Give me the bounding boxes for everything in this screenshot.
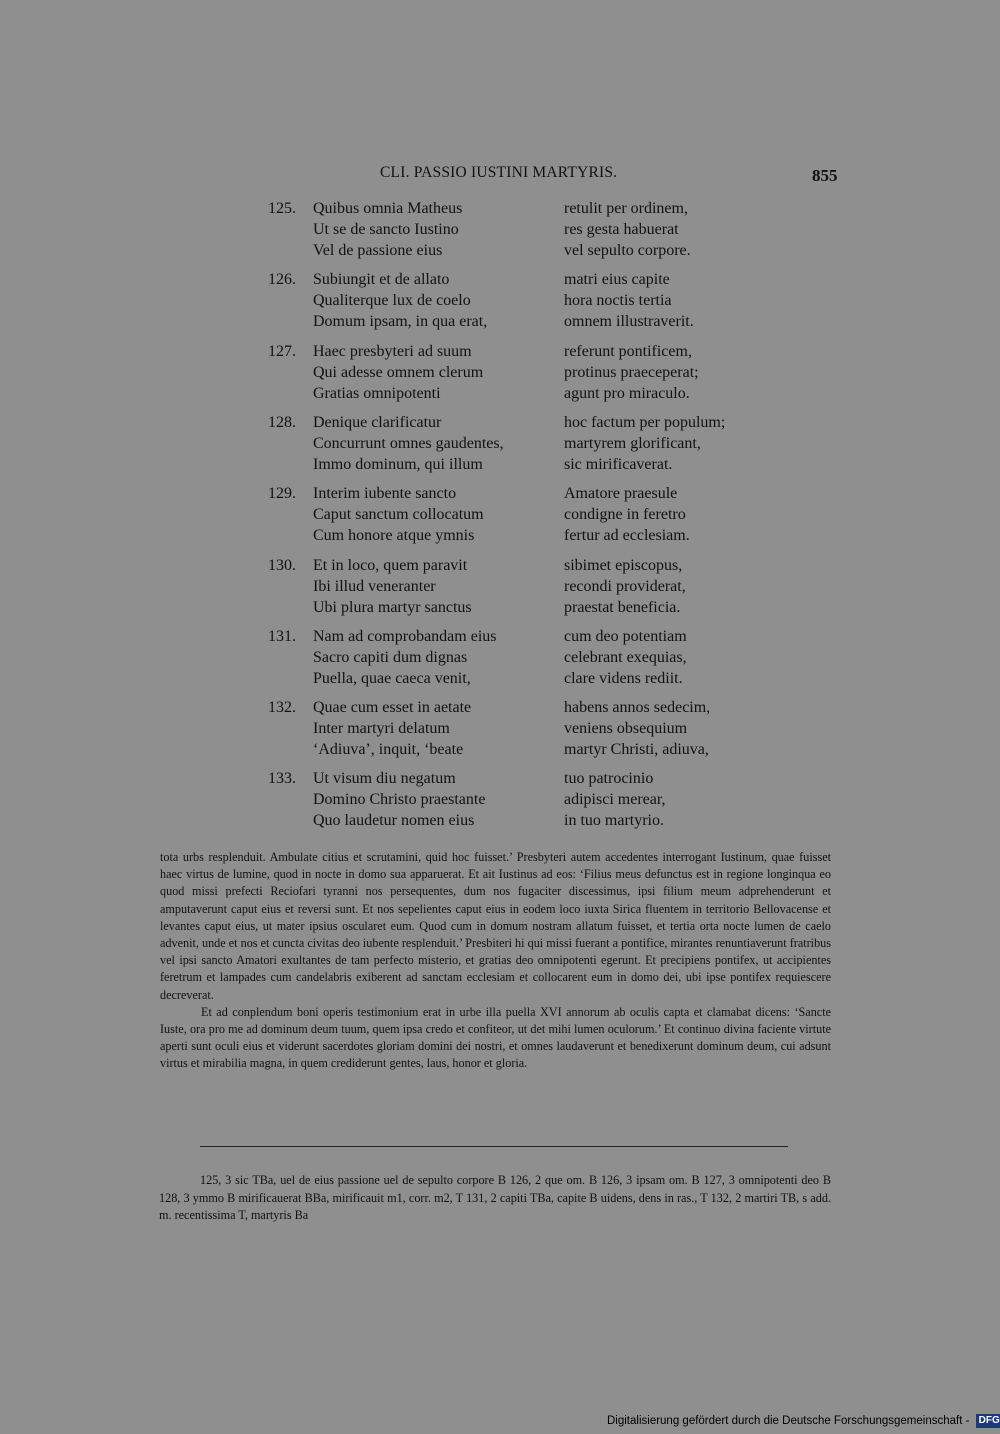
verse-line-right: matri eius capite [564,271,670,289]
verse-number: 126. [268,271,296,289]
verse-line-left: Interim iubente sancto [313,485,457,503]
verse-line-left: Cum honore atque ymnis [313,527,475,545]
digitization-footer [607,1414,1000,1428]
verse-line-left: Vel de passione eius [313,242,443,259]
verse-line-right: protinus praeceperat; [564,363,699,381]
chapter-title: CLI. PASSIO IUSTINI MARTYRIS. [380,164,618,181]
verse-line-left: Denique clarificatur [313,413,442,431]
verse-line-right: hoc factum per populum; [564,413,726,431]
verse-line-right: retulit per ordinem, [564,200,688,217]
verse-number: 129. [268,485,296,503]
verse-line-right: celebrant exequias, [564,648,687,666]
verse-line-left: ‘Adiuva’, inquit, ‘beate [313,741,464,759]
verse-line-right: martyrem glorificant, [564,434,701,452]
verse-line-right: condigne in feretro [564,506,686,524]
verse-line-left: Subiungit et de allato [313,271,450,289]
verse-line-left: Immo dominum, qui illum [313,455,483,473]
verse-line-right: omnem illustraverit. [564,313,694,331]
verse-line-right: cum deo potentiam [564,627,687,645]
page-number: 855 [812,166,838,185]
verse-line-right: in tuo martyrio. [564,812,664,830]
verse-stanza [0,770,1000,836]
verse-line-left: Quibus omnia Matheus [313,200,463,217]
footer-text: Digitalisierung gefördert durch die Deutsche Forschungsgemeinschaft - [607,1415,970,1428]
verse-line-right: res gesta habuerat [564,221,679,238]
verse-number: 133. [268,770,296,788]
verse-line-right: praestat beneficia. [564,598,681,616]
verse-line-left: Nam ad comprobandam eius [313,627,497,645]
verse-stanza [0,699,1000,765]
verse-number: 131. [268,627,296,645]
verse-line-left: Ubi plura martyr sanctus [313,598,472,616]
verse-line-right: tuo patrocinio [564,770,654,788]
verse-stanza [0,271,1000,337]
prose-paragraph: Et ad conplendum boni operis testimonium erat in urbe illa puella XVI annorum ab oculis capta et clamabat dicens: ‘Sancte Iuste, ora pro me ad dominum deum tuum, quem ipsa credo et confiteor, ut det mihi lumen oculorum.’ Et continuo divina faciente virtute aperti sunt oculi eius et viderunt sacerdotes gloriam domini dei nostri, et omnes laudaverunt et benedixerunt dominum deum, cui adsunt virtus et mirabilia magna, in quem crediderunt gentes, laus, honor et gloria. [160,1004,831,1071]
prose-paragraph: tota urbs resplenduit. Ambulate citius et scrutamini, quid hoc fuisset.’ Presbyteri autem accedentes interrogant Iustinum, quae fuisset haec virtus de lumine, quod in nocte in domo sua apparuerat. Et ait Iustinus ad eos: ‘Filius meus defunctus est in regione longinqua eo quod missi prefecti Reciofari tyranni nos persequentes, dum nos fugaciter discessimus, ipsi filium meum adprehenderunt et amputaverunt caput eius et reversi sunt. Et nos sepelientes caput eius in eodem loco iuxta Sirica fluentem in territorio Bellovacense et levantes caput eius, ut mater ipsius oscularet eum. Quod cum in domum nostram allatum fuisset, et tertia orta nocte lumen de caelo advenit, unde et nos et cuncta civitas deo iubente resplenduit.’ Presbiteri hi qui missi fuerant a pontifice, mirantes renuntiaverunt fratribus vel ipsi sancto Amatori exultantes de tam perfecto misterio, et gratias deo omnipotenti egerunt. Et precipiens pontifex, ut accipientes feretrum et lampades cum candelabris exiberent ad sanctam ecclesiam et collocarent eum in domo dei, ubi ipse pontifex requiescere decreverat. [160,850,831,1002]
verse-line-left: Ut se de sancto Iustino [313,221,459,238]
verse-line-left: Ut visum diu negatum [313,770,456,788]
verse-line-right: Amatore praesule [564,485,678,503]
verse-line-right: sic mirificaverat. [564,455,673,473]
verse-line-left: Domum ipsam, in qua erat, [313,313,488,331]
verse-line-left: Inter martyri delatum [313,720,450,738]
verse-line-right: adipisci merear, [564,791,666,809]
verse-stanza [0,628,1000,694]
prose-text [160,849,831,1073]
verse-line-right: veniens obsequium [564,720,688,738]
verse-line-right: recondi providerat, [564,577,686,595]
verse-line-left: Quo laudetur nomen eius [313,812,475,830]
verse-number: 130. [268,556,296,574]
verse-line-right: habens annos sedecim, [564,699,711,717]
verse-line-left: Qualiterque lux de coelo [313,292,471,310]
verse-line-left: Domino Christo praestante [313,791,486,809]
verse-line-left: Qui adesse omnem clerum [313,363,484,381]
verse-number: 125. [268,200,296,217]
verse-line-left: Caput sanctum collocatum [313,506,484,524]
verse-stanza [0,557,1000,623]
verse-line-right: referunt pontificem, [564,342,692,360]
verse-line-right: martyr Christi, adiuva, [564,741,709,759]
verse-line-right: hora noctis tertia [564,292,672,310]
verse-line-left: Concurrunt omnes gaudentes, [313,434,504,452]
verse-line-left: Haec presbyteri ad suum [313,342,472,360]
verse-stanza [0,200,1000,266]
verse-number: 128. [268,413,296,431]
apparatus-notes: 125, 3 sic TBa, uel de eius passione uel de sepulto corpore B 126, 2 que om. B 126, 3 ipsam om. B 127, 3 omnipotenti deo B 128, 3 ymmo B mirificauerat BBa, mirificauit m1, corr. m2, T 131, 2 capiti TBa, capite B uidens, dens in ras., T 132, 2 martiri TB, s add. m. recentissima T, martyris Ba [159,1173,831,1222]
verse-stanza [0,485,1000,551]
critical-apparatus [159,1172,831,1225]
divider-rule [200,1146,788,1147]
dfg-logo: DFG [976,1414,1000,1428]
verse-line-left: Et in loco, quem paravit [313,556,468,574]
verse-line-left: Gratias omnipotenti [313,384,441,402]
verse-number: 127. [268,342,296,360]
verse-line-left: Quae cum esset in aetate [313,699,472,717]
verse-line-left: Puella, quae caeca venit, [313,669,471,687]
verse-line-left: Ibi illud veneranter [313,577,436,595]
verse-line-right: vel sepulto corpore. [564,242,691,259]
page-header [0,162,1000,192]
verse-stanza [0,343,1000,409]
verse-line-right: agunt pro miraculo. [564,384,690,402]
verse-line-right: fertur ad ecclesiam. [564,527,690,545]
verse-line-right: clare videns rediit. [564,669,683,687]
verse-line-left: Sacro capiti dum dignas [313,648,468,666]
verse-line-right: sibimet episcopus, [564,556,683,574]
verse-stanza [0,414,1000,480]
verse-number: 132. [268,699,296,717]
